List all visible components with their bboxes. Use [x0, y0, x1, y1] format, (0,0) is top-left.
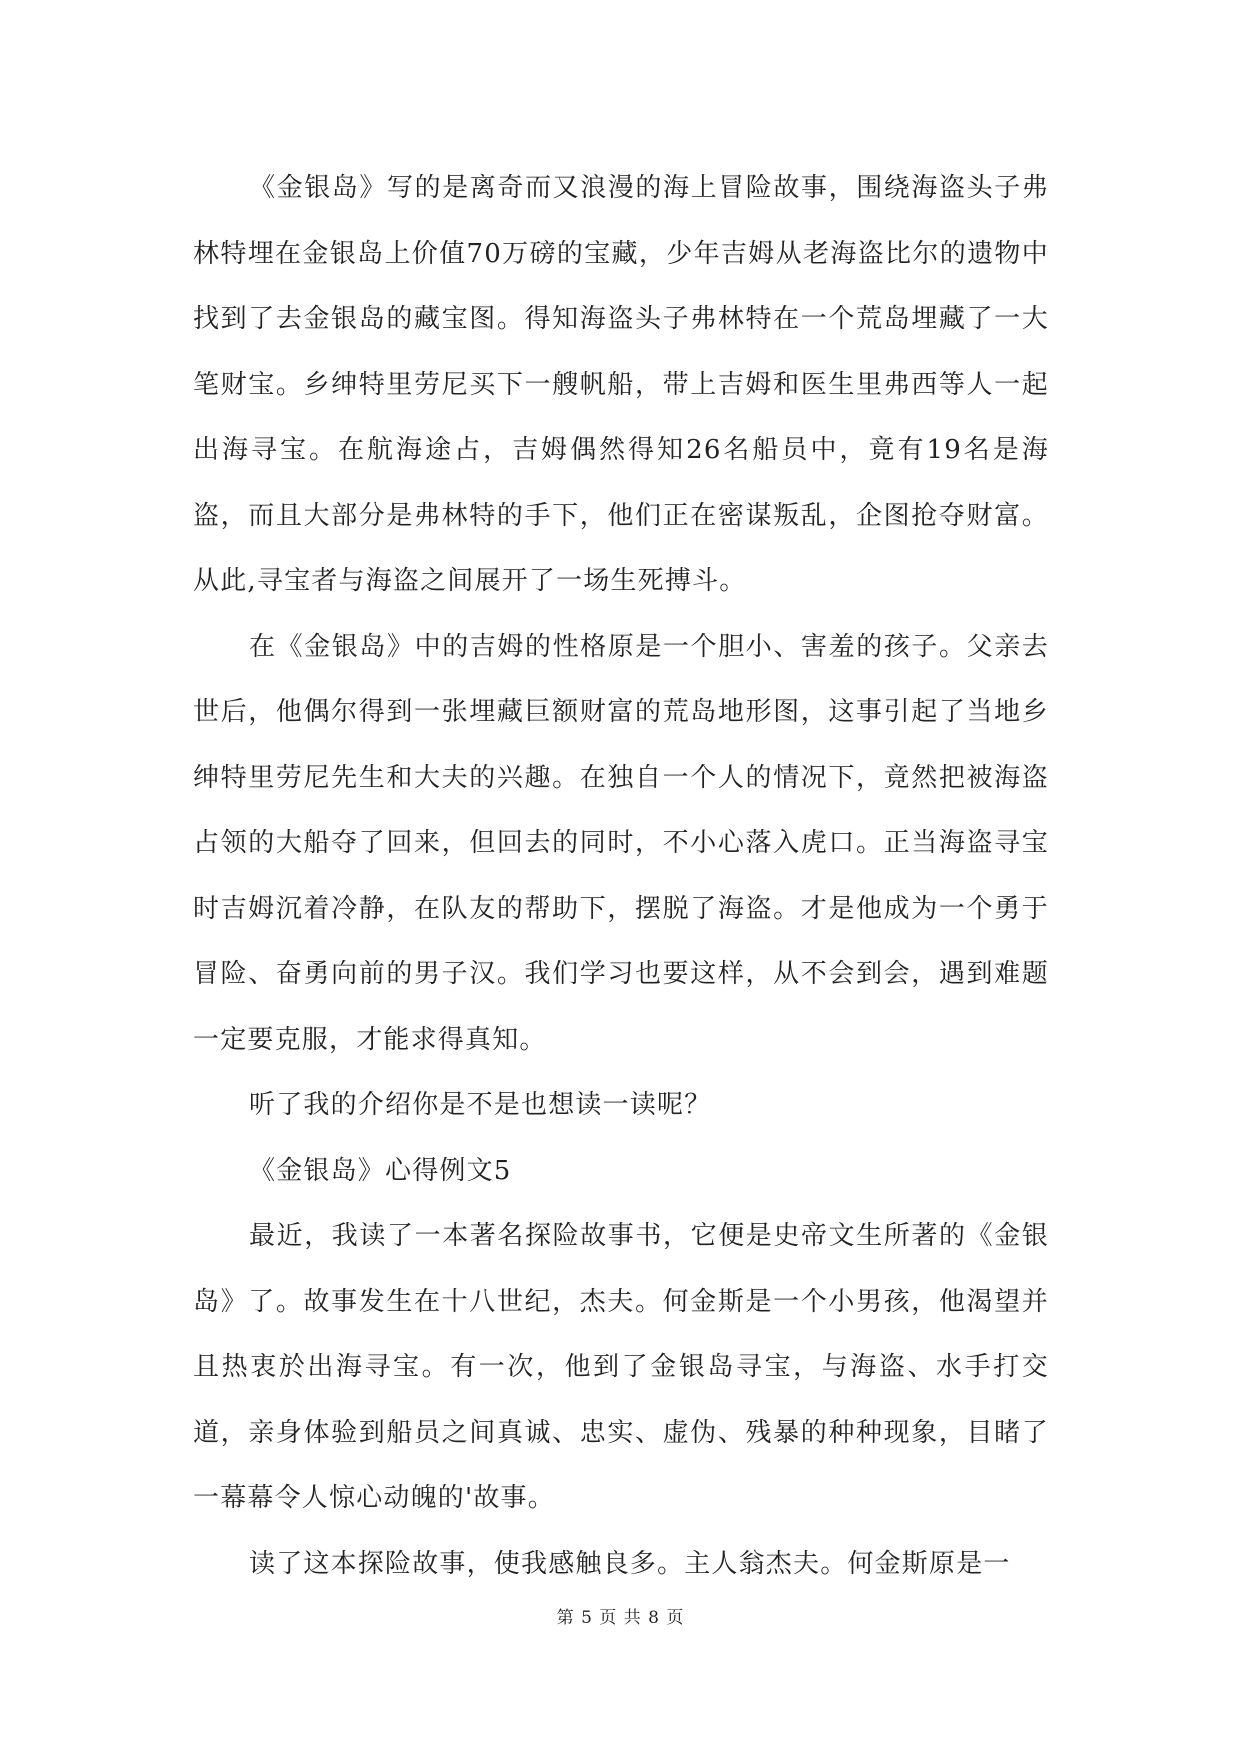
paragraph-1: 《金银岛》写的是离奇而又浪漫的海上冒险故事，围绕海盗头子弗林特埋在金银岛上价值70万磅的宝藏，少年吉姆从老海盗比尔的遗物中找到了去金银岛的藏宝图。得知海盗头子弗林特在一个荒岛埋藏了一大笔财宝。乡绅特里劳尼买下一艘帆船，带上吉姆和医生里弗西等人一起出海寻宝。在航海途占，吉姆偶然得知26名船员中，竟有19名是海盗，而且大部分是弗林特的手下，他们正在密谋叛乱，企图抢夺财富。从此,寻宝者与海盗之间展开了一场生死搏斗。 — [193, 173, 1049, 596]
footer-suffix: 页 — [666, 1608, 685, 1628]
footer-middle: 页 共 — [599, 1608, 642, 1628]
footer-total-pages: 8 — [648, 1608, 660, 1628]
paragraph-4: 最近，我读了一本著名探险故事书，它便是史帝文生所著的《金银岛》了。故事发生在十八世纪，杰夫。何金斯是一个小男孩，他渴望并且热衷於出海寻宝。有一次，他到了金银岛寻宝，与海盗、水手打交道，亲身体验到船员之间真诚、忠实、虚伪、残暴的种种现象，目睹了一幕幕令人惊心动魄的'故事。 — [193, 1221, 1049, 1513]
paragraph-3: 听了我的介绍你是不是也想读一读呢？ — [249, 1090, 712, 1120]
page-footer — [0, 1603, 1241, 1628]
paragraph-2: 在《金银岛》中的吉姆的性格原是一个胆小、害羞的孩子。父亲去世后，他偶尔得到一张埋藏巨额财富的荒岛地形图，这事引起了当地乡绅特里劳尼先生和大夫的兴趣。在独自一个人的情况下，竟然把被海盗占领的大船夺了回来，但回去的同时，不小心落入虎口。正当海盗寻宝时吉姆沉着冷静，在队友的帮助下，摆脱了海盗。才是他成为一个勇于冒险、奋勇向前的男子汉。我们学习也要这样，从不会到会，遇到难题一定要克服，才能求得真知。 — [193, 631, 1049, 1055]
section-heading: 《金银岛》心得例文5 — [249, 1155, 512, 1186]
paragraph-5: 读了这本探险故事，使我感触良多。主人翁杰夫。何金斯原是一 — [249, 1548, 1011, 1579]
document-body — [193, 156, 1049, 1597]
footer-current-page: 5 — [581, 1608, 593, 1628]
footer-prefix: 第 — [556, 1608, 575, 1628]
